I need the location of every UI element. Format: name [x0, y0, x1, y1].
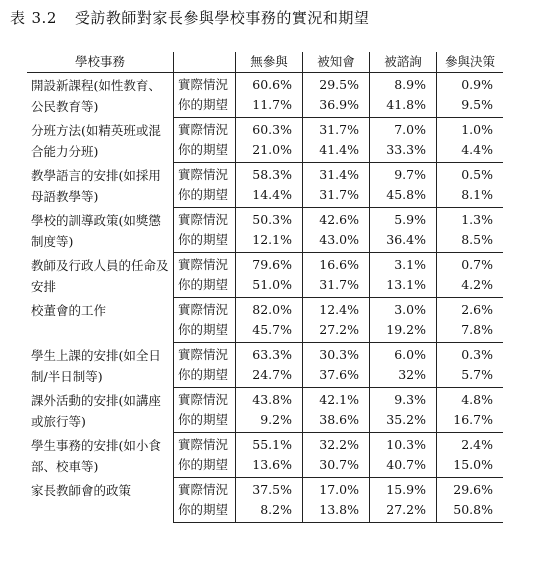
item-cell: 教學語言的安排(如採用母語教學等): [27, 163, 174, 208]
actual-label-cell: 實際情況: [174, 388, 236, 411]
actual-label-cell: 實際情況: [174, 343, 236, 366]
consulted-cell: 27.2%: [370, 500, 437, 523]
no-participation-cell: 79.6%: [236, 253, 303, 276]
no-participation-cell: 21.0%: [236, 140, 303, 163]
informed-cell: 41.4%: [303, 140, 370, 163]
no-participation-cell: 55.1%: [236, 433, 303, 456]
informed-cell: 31.7%: [303, 275, 370, 298]
table-row: [27, 298, 503, 321]
data-table: [27, 52, 503, 523]
decision-cell: 4.4%: [437, 140, 504, 163]
header-type: [174, 52, 236, 73]
informed-cell: 30.3%: [303, 343, 370, 366]
actual-label-cell: 實際情況: [174, 208, 236, 231]
expect-label-cell: 你的期望: [174, 500, 236, 523]
decision-cell: 4.8%: [461, 392, 493, 407]
table-row: [27, 163, 503, 186]
item-cell: 開設新課程(如性教育、公民教育等): [27, 73, 174, 118]
item-cell: 分班方法(如精英班或混合能力分班): [27, 118, 174, 163]
table-row: [27, 478, 503, 501]
consulted-cell: 9.3%: [370, 388, 437, 411]
consulted-cell: 35.2%: [370, 410, 437, 433]
no-participation-cell: 50.3%: [236, 208, 303, 231]
item-cell: 教師及行政人員的任命及安排: [27, 253, 174, 298]
consulted-cell: 15.9%: [370, 478, 437, 501]
consulted-cell: 41.8%: [370, 95, 437, 118]
table-row: [27, 433, 503, 456]
decision-cell: 1.3%: [461, 212, 493, 227]
consulted-cell: 13.1%: [370, 275, 437, 298]
header-item: 學校事務: [27, 52, 174, 73]
decision-cell: 4.2%: [437, 275, 504, 298]
expect-label-cell: 你的期望: [174, 455, 236, 478]
informed-cell: 27.2%: [303, 320, 370, 343]
decision-cell: 0.7%: [461, 257, 493, 272]
actual-label-cell: 實際情況: [174, 73, 236, 96]
no-participation-cell: 11.7%: [236, 95, 303, 118]
no-participation-cell: 14.4%: [236, 185, 303, 208]
decision-cell: 29.6%: [453, 482, 493, 497]
informed-cell: 31.7%: [303, 118, 370, 141]
informed-cell: 42.6%: [303, 208, 370, 231]
expect-label-cell: 你的期望: [174, 275, 236, 298]
informed-cell: 29.5%: [303, 73, 370, 96]
decision-cell: 0.5%: [461, 167, 493, 182]
expect-label-cell: 你的期望: [174, 95, 236, 118]
informed-cell: 17.0%: [303, 478, 370, 501]
table-row: [27, 253, 503, 276]
no-participation-cell: 60.3%: [236, 118, 303, 141]
no-participation-cell: 51.0%: [236, 275, 303, 298]
decision-cell: 7.8%: [437, 320, 504, 343]
informed-cell: 38.6%: [303, 410, 370, 433]
no-participation-cell: 63.3%: [236, 343, 303, 366]
decision-cell: 16.7%: [437, 410, 504, 433]
consulted-cell: 32%: [370, 365, 437, 388]
no-participation-cell: 45.7%: [236, 320, 303, 343]
caption-title: 受訪教師對家長參與學校事務的實況和期望: [74, 9, 370, 27]
caption-label: 表: [10, 9, 26, 27]
decision-cell: 9.5%: [437, 95, 504, 118]
no-participation-cell: 37.5%: [236, 478, 303, 501]
expect-label-cell: 你的期望: [174, 410, 236, 433]
no-participation-cell: 60.6%: [236, 73, 303, 96]
no-participation-cell: 13.6%: [236, 455, 303, 478]
informed-cell: 37.6%: [303, 365, 370, 388]
consulted-cell: 19.2%: [370, 320, 437, 343]
actual-label-cell: 實際情況: [174, 433, 236, 456]
header-consulted: 被諮詢: [370, 52, 437, 73]
table-row: [27, 388, 503, 411]
informed-cell: 31.4%: [303, 163, 370, 186]
item-cell: 學校的訓導政策(如獎懲制度等): [27, 208, 174, 253]
decision-cell: 50.8%: [437, 500, 504, 523]
no-participation-cell: 43.8%: [236, 388, 303, 411]
item-cell: 學生上課的安排(如全日制/半日制等): [27, 343, 174, 388]
item-cell: 校董會的工作: [27, 298, 174, 343]
informed-cell: 12.4%: [303, 298, 370, 321]
consulted-cell: 3.0%: [370, 298, 437, 321]
informed-cell: 16.6%: [303, 253, 370, 276]
consulted-cell: 33.3%: [370, 140, 437, 163]
decision-cell: 8.5%: [437, 230, 504, 253]
informed-cell: 31.7%: [303, 185, 370, 208]
consulted-cell: 7.0%: [370, 118, 437, 141]
consulted-cell: 8.9%: [370, 73, 437, 96]
decision-cell: 0.9%: [461, 77, 493, 92]
expect-label-cell: 你的期望: [174, 320, 236, 343]
no-participation-cell: 9.2%: [236, 410, 303, 433]
expect-label-cell: 你的期望: [174, 365, 236, 388]
informed-cell: 30.7%: [303, 455, 370, 478]
item-cell: 課外活動的安排(如講座或旅行等): [27, 388, 174, 433]
item-cell: 學生事務的安排(如小食部、校車等): [27, 433, 174, 478]
consulted-cell: 5.9%: [370, 208, 437, 231]
caption-number: 3.2: [31, 9, 57, 27]
table-body: [27, 73, 503, 523]
decision-cell: 0.3%: [461, 347, 493, 362]
header-decision: 參與決策: [437, 52, 504, 73]
no-participation-cell: 58.3%: [236, 163, 303, 186]
decision-cell: 2.6%: [461, 302, 493, 317]
no-participation-cell: 12.1%: [236, 230, 303, 253]
table-caption: [10, 7, 369, 28]
decision-cell: 2.4%: [461, 437, 493, 452]
expect-label-cell: 你的期望: [174, 140, 236, 163]
actual-label-cell: 實際情況: [174, 253, 236, 276]
consulted-cell: 6.0%: [370, 343, 437, 366]
consulted-cell: 45.8%: [370, 185, 437, 208]
expect-label-cell: 你的期望: [174, 185, 236, 208]
informed-cell: 42.1%: [303, 388, 370, 411]
expect-label-cell: 你的期望: [174, 230, 236, 253]
no-participation-cell: 24.7%: [236, 365, 303, 388]
actual-label-cell: 實際情況: [174, 298, 236, 321]
actual-label-cell: 實際情況: [174, 163, 236, 186]
informed-cell: 43.0%: [303, 230, 370, 253]
table-row: [27, 208, 503, 231]
consulted-cell: 3.1%: [370, 253, 437, 276]
consulted-cell: 40.7%: [370, 455, 437, 478]
consulted-cell: 36.4%: [370, 230, 437, 253]
informed-cell: 32.2%: [303, 433, 370, 456]
consulted-cell: 10.3%: [370, 433, 437, 456]
item-cell: 家長教師會的政策: [27, 478, 174, 523]
decision-cell: 15.0%: [437, 455, 504, 478]
informed-cell: 13.8%: [303, 500, 370, 523]
table-row: [27, 343, 503, 366]
actual-label-cell: 實際情況: [174, 478, 236, 501]
decision-cell: 8.1%: [437, 185, 504, 208]
actual-label-cell: 實際情況: [174, 118, 236, 141]
no-participation-cell: 82.0%: [236, 298, 303, 321]
decision-cell: 1.0%: [461, 122, 493, 137]
informed-cell: 36.9%: [303, 95, 370, 118]
no-participation-cell: 8.2%: [236, 500, 303, 523]
header-no-participation: 無參與: [236, 52, 303, 73]
header-row: [27, 52, 503, 73]
table-row: [27, 73, 503, 96]
table-row: [27, 118, 503, 141]
decision-cell: 5.7%: [437, 365, 504, 388]
header-informed: 被知會: [303, 52, 370, 73]
consulted-cell: 9.7%: [370, 163, 437, 186]
